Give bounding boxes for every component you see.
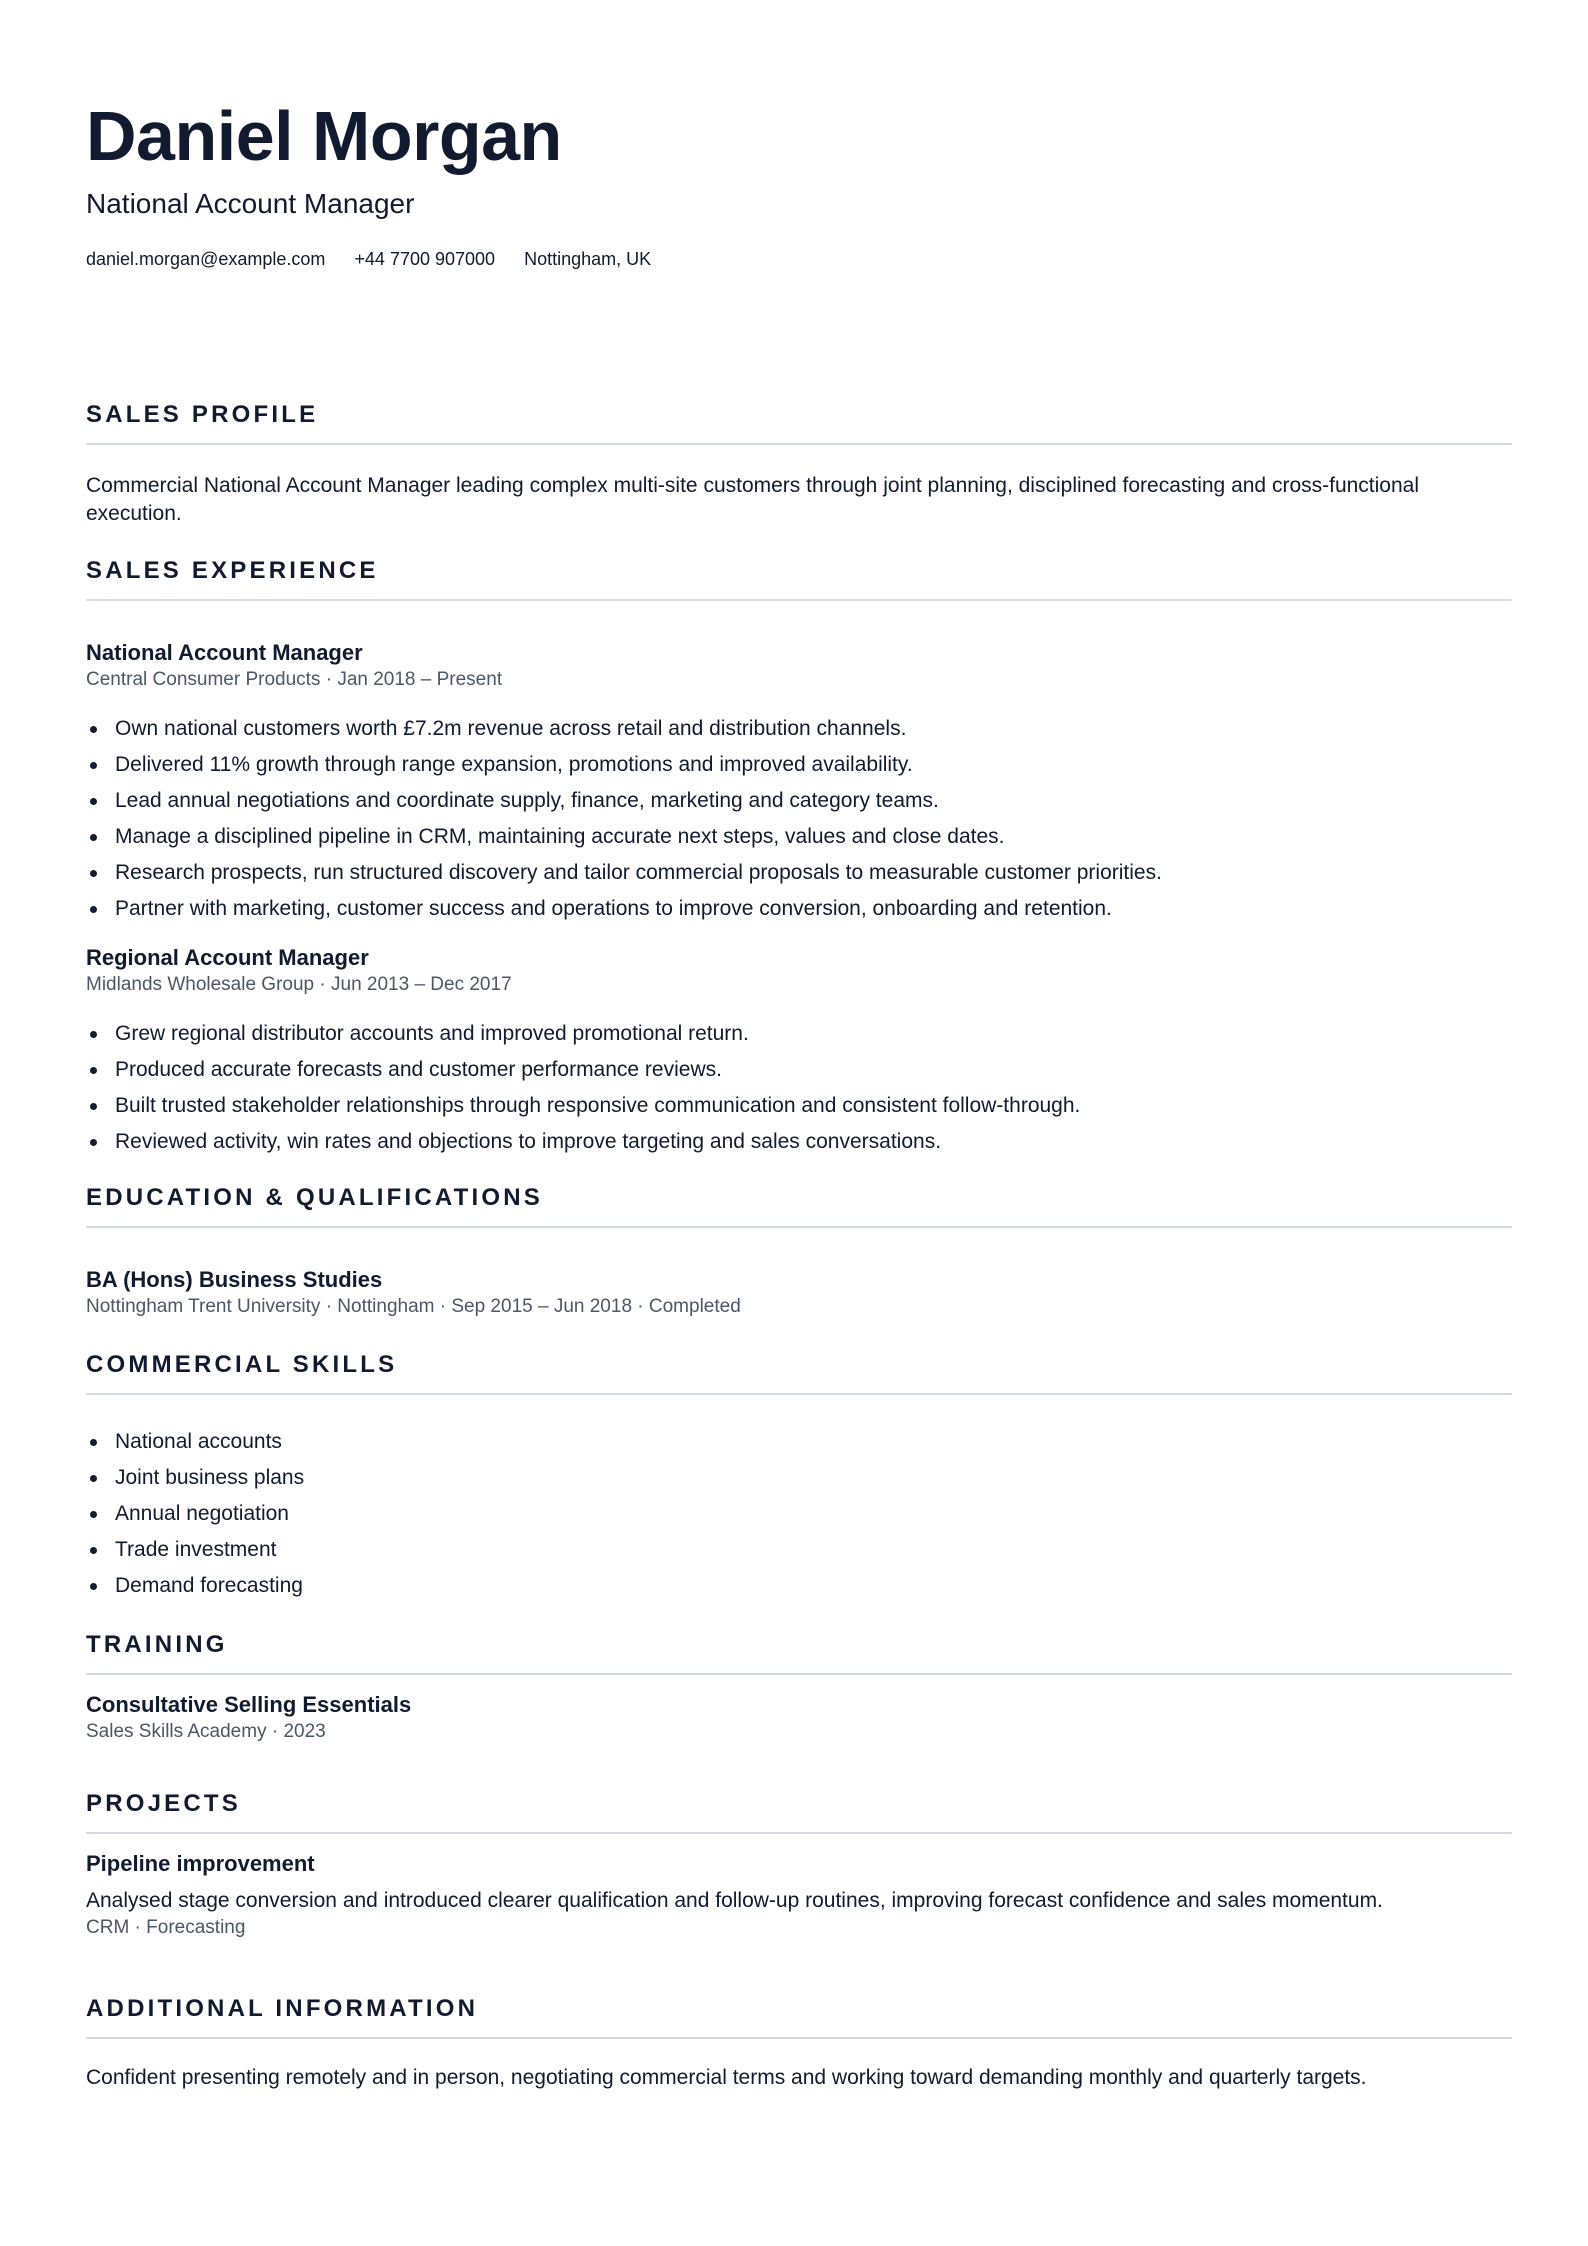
- job-bullet: Grew regional distributor accounts and improved promotional return.: [115, 1020, 1541, 1048]
- contact-line: [86, 247, 675, 271]
- section-heading-commercial-skills: COMMERCIAL SKILLS: [86, 1350, 1512, 1395]
- job-meta: Midlands Wholesale Group · Jun 2013 – Dec 2017: [86, 974, 512, 995]
- section-heading-sales-profile: SALES PROFILE: [86, 400, 1512, 445]
- skills-list: [86, 1428, 1541, 1608]
- job-bullet-list: [86, 1020, 1541, 1164]
- additional-info-text: Confident presenting remotely and in person, negotiating commercial terms and working toward demanding monthly and quarterly targets.: [86, 2066, 1367, 2089]
- job-bullet: Delivered 11% growth through range expansion, promotions and improved availability.: [115, 751, 1541, 779]
- job-bullet: Own national customers worth £7.2m revenue across retail and distribution channels.: [115, 715, 1541, 743]
- job-bullet: Produced accurate forecasts and customer performance reviews.: [115, 1056, 1541, 1084]
- skill-item: Demand forecasting: [115, 1572, 1541, 1600]
- project-name: Pipeline improvement: [86, 1851, 315, 1876]
- section-heading-sales-experience: SALES EXPERIENCE: [86, 556, 1512, 601]
- job-bullet-list: [86, 715, 1541, 931]
- section-heading-additional-information: ADDITIONAL INFORMATION: [86, 1994, 1512, 2039]
- skill-item: Joint business plans: [115, 1464, 1541, 1492]
- candidate-title: National Account Manager: [86, 188, 415, 219]
- job-meta: Central Consumer Products · Jan 2018 – Present: [86, 669, 503, 690]
- job-bullet: Lead annual negotiations and coordinate supply, finance, marketing and category teams.: [115, 787, 1541, 815]
- project-description: Analysed stage conversion and introduced clearer qualification and follow-up routines, improving forecast confidence and sales momentum.: [86, 1889, 1383, 1912]
- contact-location: Nottingham, UK: [524, 249, 652, 269]
- job-bullet: Manage a disciplined pipeline in CRM, maintaining accurate next steps, values and close dates.: [115, 823, 1541, 851]
- job-role: Regional Account Manager: [86, 945, 369, 970]
- candidate-name: Daniel Morgan: [86, 97, 562, 175]
- skill-item: Trade investment: [115, 1536, 1541, 1564]
- project-tags: CRM · Forecasting: [86, 1917, 246, 1938]
- profile-summary: Commercial National Account Manager leading complex multi-site customers through joint planning, disciplined forecasting and cross-functional execution.: [86, 474, 1420, 525]
- job-bullet: Partner with marketing, customer success and operations to improve conversion, onboarding and retention.: [115, 895, 1541, 923]
- job-bullet: Research prospects, run structured discovery and tailor commercial proposals to measurable customer priorities.: [115, 859, 1541, 887]
- skill-item: Annual negotiation: [115, 1500, 1541, 1528]
- contact-phone[interactable]: +44 7700 907000: [354, 249, 496, 269]
- job-role: National Account Manager: [86, 640, 363, 665]
- section-heading-training: TRAINING: [86, 1630, 1512, 1675]
- job-bullet: Built trusted stakeholder relationships through responsive communication and consistent follow-through.: [115, 1092, 1541, 1120]
- training-meta: Sales Skills Academy · 2023: [86, 1721, 326, 1742]
- training-course: Consultative Selling Essentials: [86, 1692, 412, 1717]
- section-heading-projects: PROJECTS: [86, 1789, 1512, 1834]
- education-meta: Nottingham Trent University · Nottingham · Sep 2015 – Jun 2018 · Completed: [86, 1296, 741, 1317]
- job-bullet: Reviewed activity, win rates and objections to improve targeting and sales conversations.: [115, 1128, 1541, 1156]
- contact-email[interactable]: daniel.morgan@example.com: [86, 249, 326, 269]
- section-heading-education: EDUCATION & QUALIFICATIONS: [86, 1183, 1512, 1228]
- education-degree: BA (Hons) Business Studies: [86, 1267, 383, 1292]
- skill-item: National accounts: [115, 1428, 1541, 1456]
